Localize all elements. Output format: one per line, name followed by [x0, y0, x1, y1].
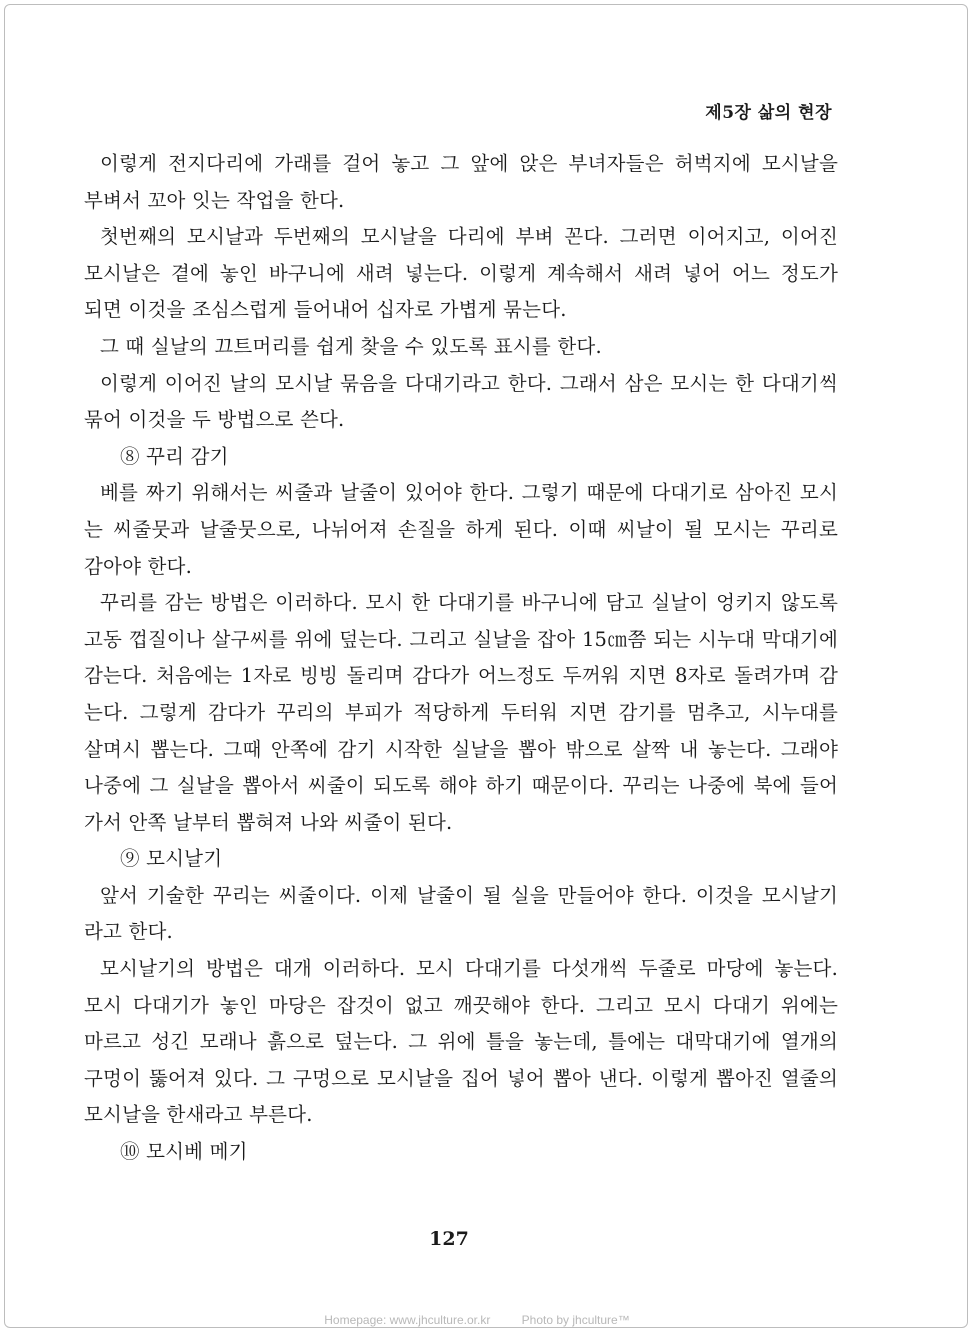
text-line: 구멍이 뚫어져 있다. 그 구멍으로 모시날을 집어 넣어 뽑아 낸다. 이렇게 뽑아진 열줄의: [84, 1066, 838, 1090]
text-line: 모시날은 곁에 놓인 바구니에 새려 넣는다. 이렇게 계속해서 새려 넣어 어느 정도가: [84, 261, 838, 285]
text-line: 부벼서 꼬아 잇는 작업을 한다.: [84, 188, 345, 212]
chapter-header: 제5장 삶의 현장: [705, 103, 832, 123]
text-line: 그 때 실날의 끄트머리를 쉽게 찾을 수 있도록 표시를 한다.: [100, 334, 602, 358]
body-text: [84, 146, 838, 1171]
section-heading: ⑨ 모시날기: [120, 847, 223, 871]
footer: [0, 1313, 954, 1327]
footer-photo-credit: Photo by jhculture™: [521, 1313, 630, 1327]
text-line: 첫번째의 모시날과 두번째의 모시날을 다리에 부벼 꼰다. 그러면 이어지고, 이어진: [100, 225, 838, 249]
text-line: 살며시 뽑는다. 그때 안쪽에 감기 시작한 실날을 뽑아 밖으로 살짝 내 놓는다. 그래야: [84, 737, 838, 761]
text-line: 꾸리를 감는 방법은 이러하다. 모시 한 다대기를 바구니에 담고 실날이 엉키지 않도록: [100, 591, 838, 615]
text-line: 라고 한다.: [84, 920, 173, 944]
text-line: 베를 짜기 위해서는 씨줄과 날줄이 있어야 한다. 그렇기 때문에 다대기로 삼아진 모시: [100, 481, 838, 505]
text-line: 가서 안쪽 날부터 뽑혀져 나와 씨줄이 된다.: [84, 810, 453, 834]
section-heading: ⑩ 모시베 메기: [120, 1140, 248, 1164]
text-line: 모시 다대기가 놓인 마당은 잡것이 없고 깨끗해야 한다. 그리고 모시 다대기 위에는: [84, 993, 838, 1017]
text-line: 되면 이것을 조심스럽게 들어내어 십자로 가볍게 묶는다.: [84, 298, 567, 322]
text-line: 앞서 기술한 꾸리는 씨줄이다. 이제 날줄이 될 실을 만들어야 한다. 이것을 모시날기: [100, 883, 838, 907]
text-line: 이렇게 전지다리에 가래를 걸어 놓고 그 앞에 앉은 부녀자들은 허벅지에 모시날을: [100, 152, 838, 175]
page-number: 127: [429, 1228, 469, 1250]
text-line: 모시날을 한새라고 부른다.: [84, 1103, 313, 1127]
text-line: 이렇게 이어진 날의 모시날 묶음을 다대기라고 한다. 그래서 삼은 모시는 한 다대기씩: [100, 371, 838, 395]
text-line: 감는다. 처음에는 1자로 빙빙 돌리며 감다가 어느정도 두꺼워 지면 8자로 돌려가며 감: [84, 664, 838, 688]
text-line: 나중에 그 실날을 뽑아서 씨줄이 되도록 해야 하기 때문이다. 꾸리는 나중에 북에 들어: [84, 774, 838, 798]
text-line: 는다. 그렇게 감다가 꾸리의 부피가 적당하게 두터워 지면 감기를 멈추고, 시누대를: [84, 700, 838, 724]
text-line: 모시날기의 방법은 대개 이러하다. 모시 다대기를 다섯개씩 두줄로 마당에 놓는다.: [100, 957, 838, 981]
text-line: 는 씨줄뭇과 날줄뭇으로, 나뉘어져 손질을 하게 된다. 이때 씨날이 될 모시는 꾸리로: [84, 517, 838, 541]
text-line: 고동 껍질이나 살구씨를 위에 덮는다. 그리고 실날을 잡아 15㎝쯤 되는 시누대 막대기에: [84, 627, 838, 651]
text-line: 감아야 한다.: [84, 554, 192, 578]
section-heading: ⑧ 꾸리 감기: [120, 444, 229, 468]
text-line: 마르고 성긴 모래나 흙으로 덮는다. 그 위에 틀을 놓는데, 틀에는 대막대기에 열개의: [84, 1030, 838, 1054]
text-line: 묶어 이것을 두 방법으로 쓴다.: [84, 408, 345, 432]
footer-homepage[interactable]: Homepage: www.jhculture.or.kr: [324, 1313, 491, 1327]
